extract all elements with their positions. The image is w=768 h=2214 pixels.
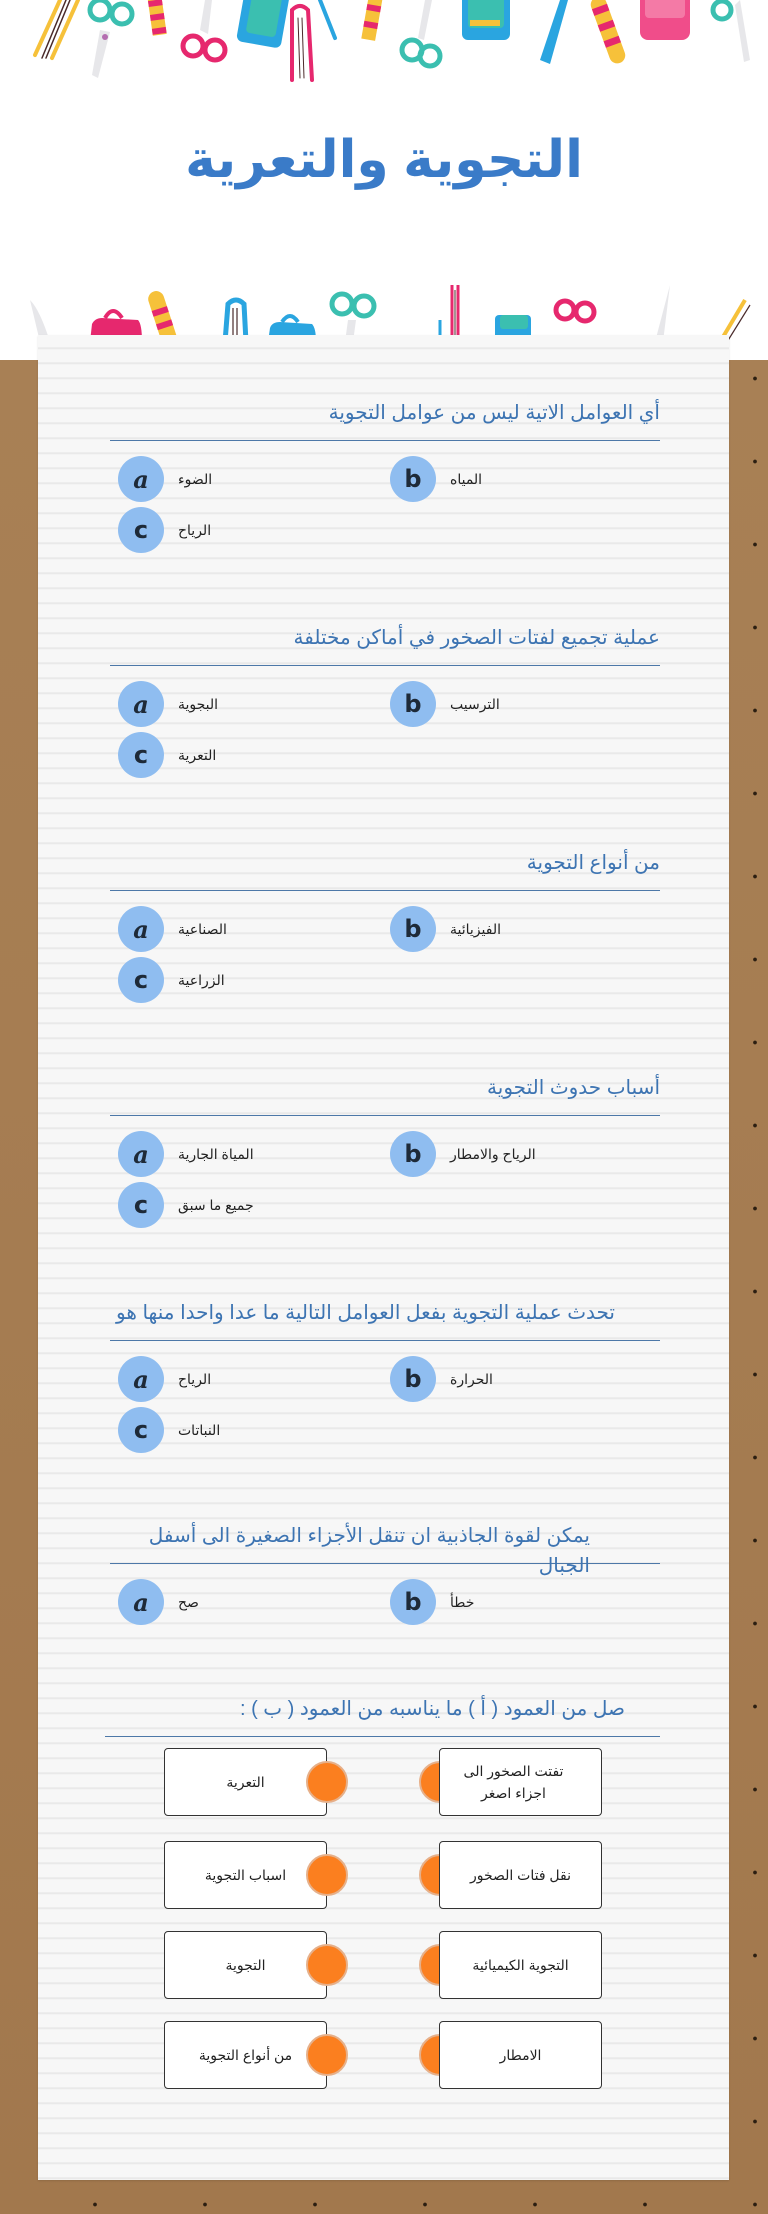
option-label: الصناعية	[178, 920, 227, 937]
match-label: اسباب التجوية	[204, 1867, 287, 1883]
option-a[interactable]	[118, 681, 218, 727]
match-label: نقل فتات الصخور	[469, 1867, 572, 1883]
question-text: عملية تجميع لفتات الصخور في أماكن مختلفة	[293, 627, 660, 649]
option-label: الترسيب	[450, 695, 500, 712]
option-label: الرياح والامطار	[450, 1145, 536, 1162]
match-item-a-3[interactable]	[439, 1931, 602, 1999]
match-label: الامطار	[499, 2047, 542, 2063]
question-4	[110, 1073, 660, 1116]
option-label: التعرية	[178, 746, 217, 763]
option-badge[interactable]: b	[390, 456, 436, 502]
worksheet-header	[0, 0, 768, 360]
option-badge[interactable]: a	[118, 681, 164, 727]
matching-question	[105, 1694, 660, 1737]
option-badge[interactable]: c	[118, 1407, 164, 1453]
option-a[interactable]	[118, 906, 227, 952]
question-divider	[105, 1736, 660, 1737]
option-label: الضوء	[178, 470, 213, 487]
option-badge[interactable]: c	[118, 957, 164, 1003]
question-text: صل من العمود ( أ ) ما يناسبه من العمود ( ب ) :	[239, 1698, 625, 1720]
stationery-decoration-top-icon	[0, 0, 768, 90]
question-divider	[110, 890, 660, 891]
option-b[interactable]	[390, 681, 500, 727]
match-label: التجوية	[225, 1957, 266, 1973]
question-5	[110, 1298, 660, 1341]
option-b[interactable]	[390, 1356, 493, 1402]
question-6	[110, 1521, 660, 1577]
match-item-b-2[interactable]	[164, 1841, 327, 1909]
option-label: خطأ	[450, 1593, 475, 1610]
option-b[interactable]	[390, 1131, 536, 1177]
option-a[interactable]	[118, 1356, 211, 1402]
option-badge[interactable]: b	[390, 1131, 436, 1177]
question-text: أسباب حدوث التجوية	[487, 1077, 660, 1099]
option-badge[interactable]: a	[118, 1131, 164, 1177]
match-connector-b-3[interactable]	[306, 1944, 348, 1986]
option-c[interactable]	[118, 1182, 254, 1228]
option-label: المياه	[450, 470, 483, 487]
question-text: من أنواع التجوية	[526, 852, 660, 874]
option-b[interactable]	[390, 1579, 474, 1625]
option-label: الرياح	[178, 1370, 212, 1387]
match-item-b-1[interactable]	[164, 1748, 327, 1816]
option-label: النباتات	[178, 1421, 221, 1438]
option-label: الزراعية	[178, 971, 225, 988]
option-label: الرياح	[178, 521, 212, 538]
option-badge[interactable]: a	[118, 1579, 164, 1625]
option-badge[interactable]: c	[118, 1182, 164, 1228]
match-label: من أنواع التجوية	[198, 2047, 293, 2063]
question-text: تحدث عملية التجوية بفعل العوامل التالية ما عدا واحدا منها هو	[116, 1302, 615, 1324]
option-c[interactable]	[118, 732, 216, 778]
match-item-a-2[interactable]	[439, 1841, 602, 1909]
match-label: التعرية	[226, 1774, 265, 1790]
option-badge[interactable]: a	[118, 456, 164, 502]
option-b[interactable]	[390, 906, 501, 952]
question-1	[110, 398, 660, 441]
match-label: التجوية الكيميائية	[472, 1957, 569, 1973]
match-connector-b-1[interactable]	[306, 1761, 348, 1803]
question-divider	[110, 440, 660, 441]
option-c[interactable]	[118, 507, 211, 553]
option-badge[interactable]: c	[118, 732, 164, 778]
option-label: المياة الجارية	[178, 1145, 254, 1162]
match-item-a-1[interactable]	[439, 1748, 602, 1816]
option-badge[interactable]: b	[390, 1579, 436, 1625]
option-c[interactable]	[118, 957, 225, 1003]
option-a[interactable]	[118, 1131, 254, 1177]
match-connector-b-2[interactable]	[306, 1854, 348, 1896]
option-c[interactable]	[118, 1407, 220, 1453]
option-badge[interactable]: b	[390, 1356, 436, 1402]
option-label: جميع ما سبق	[178, 1196, 254, 1213]
question-divider	[110, 1340, 660, 1341]
option-badge[interactable]: a	[118, 1356, 164, 1402]
question-2	[110, 623, 660, 666]
option-b[interactable]	[390, 456, 482, 502]
option-badge[interactable]: a	[118, 906, 164, 952]
question-3	[110, 848, 660, 891]
option-badge[interactable]: b	[390, 906, 436, 952]
worksheet-paper	[38, 335, 729, 2180]
option-badge[interactable]: b	[390, 681, 436, 727]
question-text: أي العوامل الاتية ليس من عوامل التجوية	[328, 402, 660, 424]
option-a[interactable]	[118, 456, 212, 502]
match-connector-b-4[interactable]	[306, 2034, 348, 2076]
option-badge[interactable]: c	[118, 507, 164, 553]
match-item-b-3[interactable]	[164, 1931, 327, 1999]
question-divider	[110, 665, 660, 666]
question-divider	[110, 1115, 660, 1116]
page-title: التجوية والتعرية	[185, 131, 583, 189]
option-label: الحرارة	[450, 1370, 493, 1387]
option-label: الفيزيائية	[450, 920, 501, 937]
option-a[interactable]	[118, 1579, 199, 1625]
match-label: تفتت الصخور الى اجزاء اصغر	[463, 1763, 564, 1801]
question-text: يمكن لقوة الجاذبية ان تنقل الأجزاء الصغيرة الى أسفل الجبال	[148, 1525, 590, 1577]
option-label: البجوية	[178, 695, 219, 712]
match-item-b-4[interactable]	[164, 2021, 327, 2089]
match-item-a-4[interactable]	[439, 2021, 602, 2089]
option-label: صح	[178, 1593, 199, 1610]
